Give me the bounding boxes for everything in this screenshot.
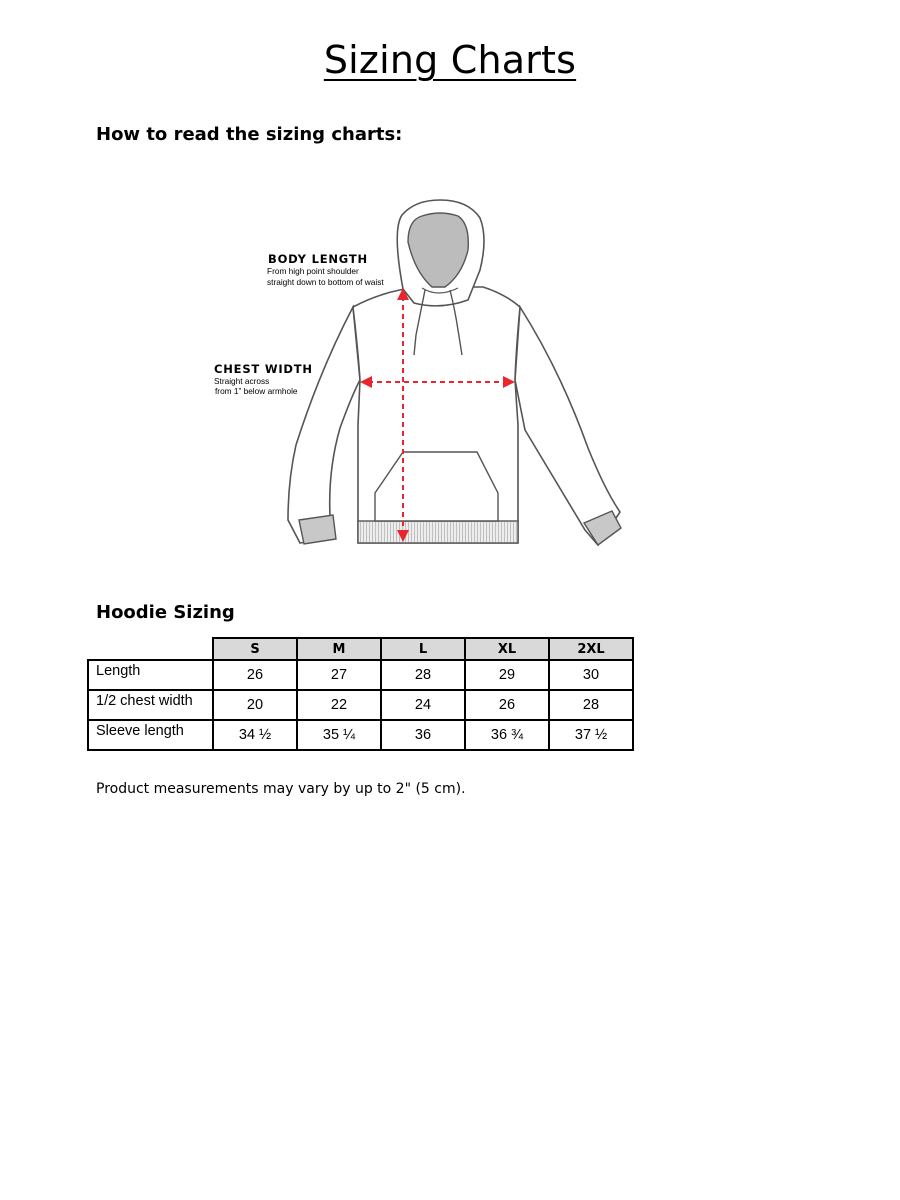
table-cell: 26 <box>213 660 297 690</box>
waistband <box>358 521 518 543</box>
table-cell: 36 <box>381 720 465 750</box>
table-row <box>88 720 633 750</box>
chest-width-desc-1: Straight across <box>214 376 270 386</box>
table-row <box>88 690 633 720</box>
table-cell: 30 <box>549 660 633 690</box>
right-sleeve <box>515 307 620 545</box>
table-cell: 34 ½ <box>213 720 297 750</box>
chest-width-label: CHEST WIDTH <box>214 362 313 376</box>
table-cell: 24 <box>381 690 465 720</box>
size-header: XL <box>465 638 549 660</box>
table-cell: 26 <box>465 690 549 720</box>
size-header: S <box>213 638 297 660</box>
row-label: 1/2 chest width <box>88 690 213 720</box>
body-length-label: BODY LENGTH <box>268 252 368 266</box>
row-label: Sleeve length <box>88 720 213 750</box>
table-row <box>88 660 633 690</box>
chest-width-desc-2: from 1” below armhole <box>215 386 298 396</box>
size-header: M <box>297 638 381 660</box>
table-cell: 37 ½ <box>549 720 633 750</box>
hoodie-diagram <box>200 190 660 570</box>
table-cell: 28 <box>381 660 465 690</box>
table-cell: 35 ¼ <box>297 720 381 750</box>
size-header: L <box>381 638 465 660</box>
body-length-desc-1: From high point shoulder <box>267 266 359 276</box>
measurement-note: Product measurements may vary by up to 2" (5 cm). <box>96 781 466 797</box>
page-title: Sizing Charts <box>323 38 577 82</box>
hoodie-size-table <box>87 637 634 751</box>
left-cuff <box>299 515 336 544</box>
size-header: 2XL <box>549 638 633 660</box>
table-cell: 27 <box>297 660 381 690</box>
table-header-row <box>88 638 633 660</box>
row-label: Length <box>88 660 213 690</box>
table-cell: 20 <box>213 690 297 720</box>
how-to-read-heading: How to read the sizing charts: <box>96 124 403 145</box>
hoodie-sizing-heading: Hoodie Sizing <box>96 602 235 623</box>
table-cell: 29 <box>465 660 549 690</box>
table-cell: 22 <box>297 690 381 720</box>
body-length-desc-2: straight down to bottom of waist <box>267 277 384 287</box>
table-cell: 36 ¾ <box>465 720 549 750</box>
left-sleeve <box>288 307 360 543</box>
table-corner-cell <box>88 638 213 660</box>
table-cell: 28 <box>549 690 633 720</box>
